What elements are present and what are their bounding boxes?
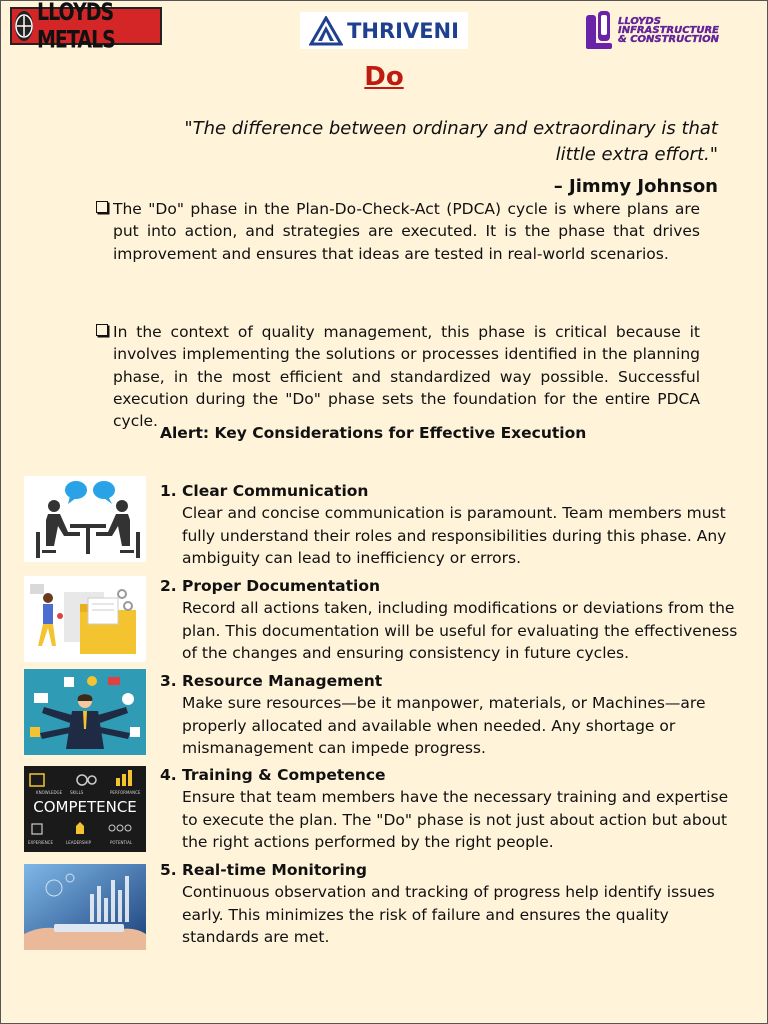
item-line: the right actions performed by the right people. xyxy=(182,832,554,851)
monitoring-illustration xyxy=(24,864,146,950)
context-paragraph xyxy=(96,321,700,432)
intro-paragraph xyxy=(96,198,700,265)
lloyds-emblem-icon xyxy=(15,11,33,41)
consideration-item-communication xyxy=(160,480,760,569)
item-number: 5. xyxy=(160,861,177,879)
paragraph-text: The "Do" phase in the Plan-Do-Check-Act (PDCA) cycle is where plans are put into action, and strategies are executed. It is the phase that drives improvement and ensures that ideas are tested in real-world scenarios. xyxy=(113,200,700,263)
item-heading-text: Real-time Monitoring xyxy=(182,861,368,879)
item-heading xyxy=(160,764,760,786)
item-heading xyxy=(160,480,760,502)
lic-logo-line: & CONSTRUCTION xyxy=(618,33,720,45)
consideration-item-resources xyxy=(160,670,760,759)
item-line: properly allocated and available when needed. Any shortage or xyxy=(182,716,676,735)
consideration-item-monitoring xyxy=(160,859,760,948)
competence-label: KNOWLEDGE xyxy=(36,790,63,795)
item-body xyxy=(182,597,760,664)
item-number: 2. xyxy=(160,577,177,595)
item-line: Clear and concise communication is paramount. Team members must xyxy=(182,504,726,523)
item-number: 4. xyxy=(160,766,177,784)
quote-author: – Jimmy Johnson xyxy=(553,176,718,197)
lloyds-infrastructure-logo xyxy=(584,8,748,52)
page-title: Do xyxy=(364,62,404,92)
item-line: Make sure resources—be it manpower, materials, or Machines—are xyxy=(182,694,706,713)
competence-label: EXPERIENCE xyxy=(28,840,54,845)
competence-label: SKILLS xyxy=(70,790,84,795)
paragraph-text: In the context of quality management, this phase is critical because it involves implementing the solutions or processes identified in the planning phase, in the most efficient and standardized way possible. Successful execution during the "Do" phase sets the foundation for the entire PDCA cycle. xyxy=(113,323,700,431)
lic-mark-icon xyxy=(584,9,614,51)
lic-logo-line: LLOYDS xyxy=(618,15,661,27)
item-line: of the changes and ensuring consistency in future cycles. xyxy=(182,643,630,662)
documentation-illustration xyxy=(24,576,146,662)
item-heading xyxy=(160,859,760,881)
item-heading-text: Proper Documentation xyxy=(182,577,381,595)
lloyds-metals-logo xyxy=(10,0,162,54)
competence-label: LEADERSHIP xyxy=(66,840,92,845)
thriveni-logo xyxy=(300,12,468,49)
item-line: plan. This documentation will be useful for evaluating the effectiveness xyxy=(182,621,738,640)
competence-illustration xyxy=(24,766,146,852)
item-body xyxy=(182,881,760,948)
item-line: Continuous observation and tracking of progress help identify issues xyxy=(182,883,715,902)
consideration-item-documentation xyxy=(160,575,760,664)
item-line: standards are met. xyxy=(182,927,330,946)
item-body xyxy=(182,692,760,759)
item-line: early. This minimizes the risk of failure and ensures the quality xyxy=(182,905,669,924)
item-heading-text: Clear Communication xyxy=(182,482,369,500)
item-number: 1. xyxy=(160,482,177,500)
item-line: Record all actions taken, including modifications or deviations from the xyxy=(182,599,735,618)
item-line: mismanagement can impede progress. xyxy=(182,738,486,757)
item-body xyxy=(182,502,760,569)
quote-line: little extra effort." xyxy=(555,144,718,165)
item-line: to execute the plan. The "Do" phase is not just about action but about xyxy=(182,810,728,829)
quote xyxy=(120,116,718,168)
thriveni-triangle-icon xyxy=(309,16,343,46)
checkbox-bullet-icon xyxy=(96,324,108,336)
consideration-item-training xyxy=(160,764,760,853)
competence-word: COMPETENCE xyxy=(33,798,137,816)
item-heading-text: Resource Management xyxy=(182,672,383,690)
alert-heading: Alert: Key Considerations for Effective Execution xyxy=(160,424,587,442)
competence-label: PERFORMANCE xyxy=(110,790,141,795)
thriveni-logo-text: THRIVENI xyxy=(347,18,459,43)
competence-label: POTENTIAL xyxy=(110,840,133,845)
item-heading xyxy=(160,670,760,692)
item-line: Ensure that team members have the necessary training and expertise xyxy=(182,788,729,807)
item-line: ambiguity can lead to inefficiency or errors. xyxy=(182,548,522,567)
checkbox-bullet-icon xyxy=(96,201,108,213)
lic-logo-text xyxy=(618,17,719,44)
resource-management-illustration xyxy=(24,669,146,755)
item-number: 3. xyxy=(160,672,177,690)
lic-logo-line: INFRASTRUCTURE xyxy=(618,24,720,36)
item-line: fully understand their roles and responsibilities during this phase. Any xyxy=(182,526,727,545)
lloyds-logo-text: LLOYDS METALS xyxy=(37,0,115,54)
quote-line: "The difference between ordinary and extraordinary is that xyxy=(184,118,718,139)
item-heading xyxy=(160,575,760,597)
communication-illustration xyxy=(24,476,146,562)
item-heading-text: Training & Competence xyxy=(182,766,386,784)
item-body xyxy=(182,786,760,853)
